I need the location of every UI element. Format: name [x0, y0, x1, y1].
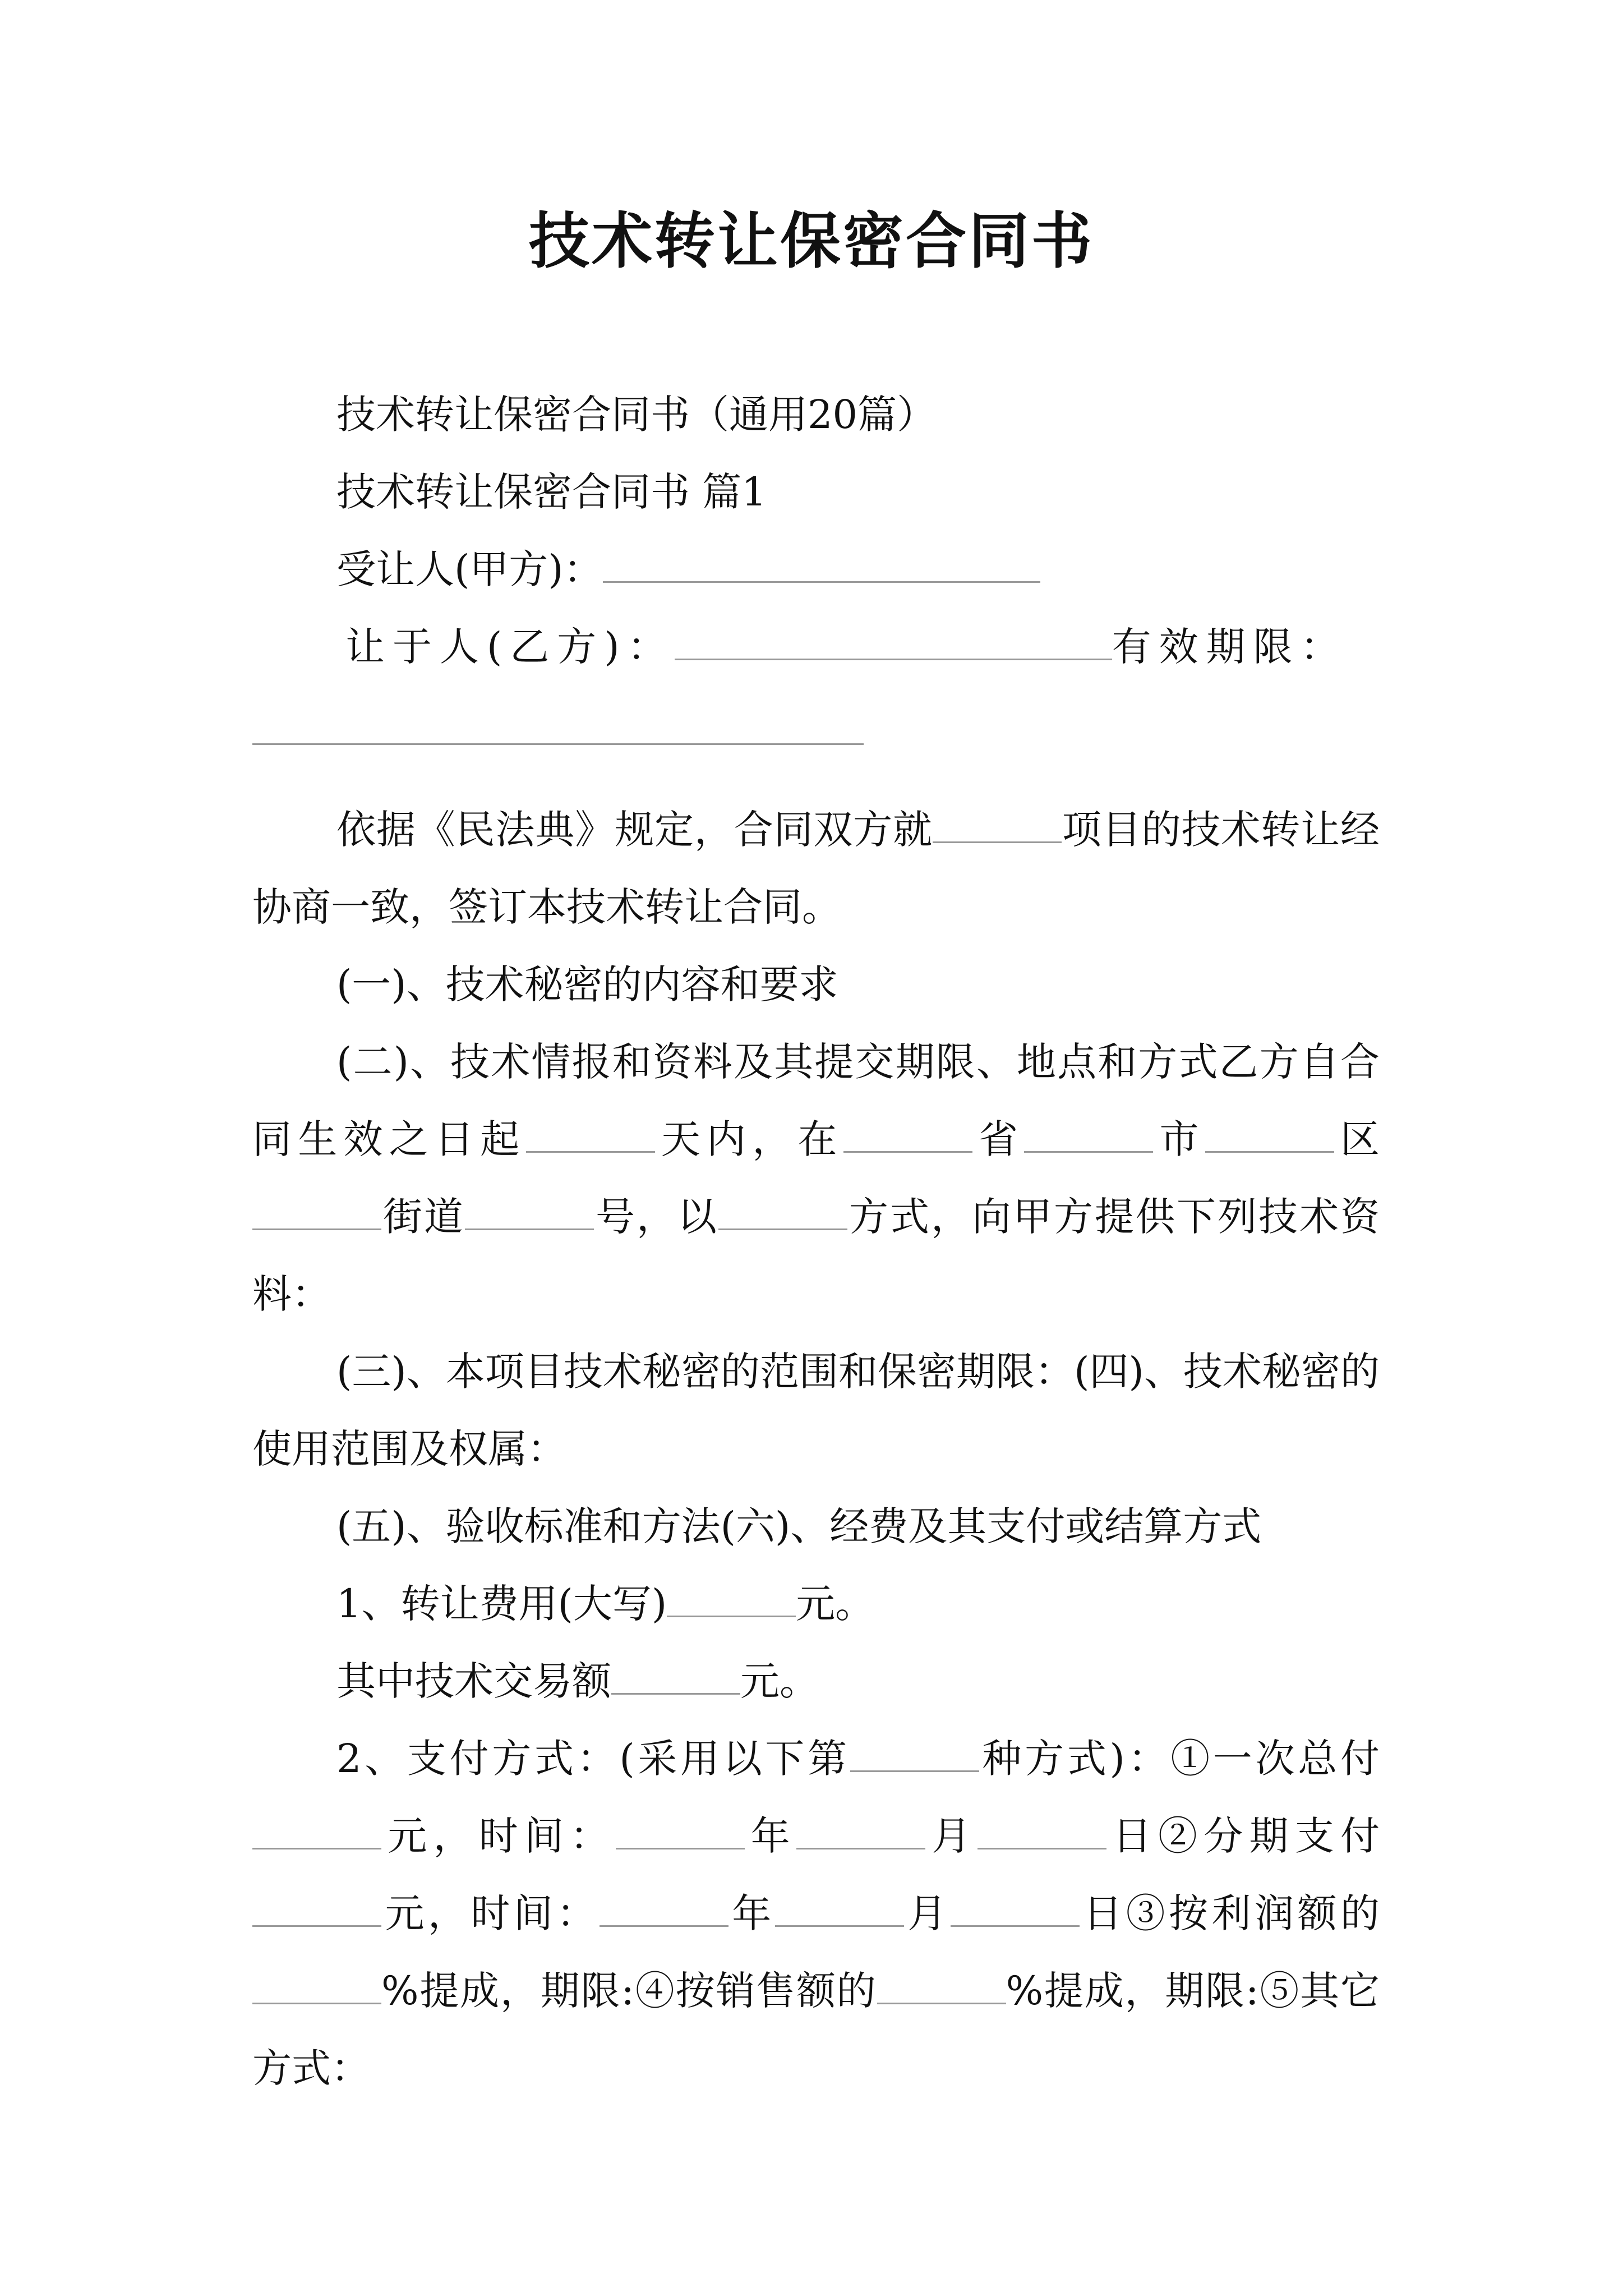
lump-sum-field[interactable]: [252, 1814, 381, 1849]
text-span: 种方式)：①一次总付: [979, 1736, 1380, 1782]
party-a-field[interactable]: [603, 547, 1040, 583]
validity-label: 有效期限：: [1112, 624, 1348, 670]
text-span: 元。: [740, 1658, 819, 1704]
text-span: 日②分期支付: [1106, 1813, 1380, 1859]
text-span: 月: [925, 1813, 978, 1859]
month-field-1[interactable]: [796, 1814, 925, 1849]
fee-line-1: [252, 1565, 1380, 1642]
month-field-2[interactable]: [775, 1892, 904, 1927]
text-span: 市: [1153, 1116, 1205, 1162]
chapter-text: 技术转让保密合同书 篇1: [336, 469, 767, 515]
text-span: 省: [972, 1116, 1025, 1162]
text-span: 1、转让费用(大写): [336, 1581, 667, 1627]
paragraph-intro: [252, 791, 1380, 946]
text-span: 天内，在: [654, 1116, 843, 1162]
party-b-line: [252, 608, 1380, 685]
text-span: 区: [1334, 1116, 1380, 1162]
day-field-1[interactable]: [978, 1814, 1106, 1849]
text-span: (五)、验收标准和方法(六)、经费及其支付或结算方式: [336, 1503, 1262, 1549]
section-1: [252, 946, 1380, 1023]
party-b-field[interactable]: [675, 625, 1112, 660]
party-a-label: 受让人(甲方)：: [336, 546, 603, 592]
sales-percent-field[interactable]: [877, 1969, 1006, 2004]
payment-method: [252, 1720, 1380, 2107]
text-span: 元，时间：: [381, 1813, 616, 1859]
section-3-4: [252, 1333, 1380, 1488]
district-field-a[interactable]: [1205, 1117, 1334, 1153]
text-span: 其中技术交易额: [336, 1658, 611, 1704]
validity-field[interactable]: [252, 743, 864, 745]
chapter-heading: [252, 453, 1380, 531]
profit-percent-field[interactable]: [252, 1969, 381, 2004]
text-span: 方式，向甲方提供下列技术资料：: [252, 1194, 1380, 1317]
subtitle: [252, 376, 1380, 453]
trade-amount-field[interactable]: [611, 1659, 740, 1695]
section-5-6: [252, 1488, 1380, 1565]
method-field[interactable]: [718, 1195, 847, 1230]
text-span: (三)、本项目技术秘密的范围和保密期限：(四)、技术秘密的使用范围及权属：: [252, 1349, 1380, 1472]
transfer-fee-field[interactable]: [667, 1582, 796, 1617]
province-field[interactable]: [843, 1117, 972, 1153]
payment-option-field[interactable]: [850, 1737, 979, 1772]
document-header-block: [252, 376, 1380, 685]
city-field[interactable]: [1024, 1117, 1153, 1153]
party-b-label: 让于人(乙方)：: [345, 624, 675, 670]
document-body: [252, 763, 1380, 2107]
days-field[interactable]: [526, 1117, 655, 1153]
party-a-line: [252, 531, 1380, 608]
text-span: 街道: [381, 1194, 465, 1240]
text-span: 元。: [796, 1581, 875, 1627]
text-span: %提成，期限:④按销售额的: [381, 1968, 877, 2014]
installment-field[interactable]: [252, 1892, 381, 1927]
project-name-field[interactable]: [933, 808, 1062, 843]
subtitle-text: 技术转让保密合同书（通用20篇）: [336, 392, 937, 438]
text-span: (一)、技术秘密的内容和要求: [336, 961, 838, 1007]
text-span: 项目的技术转让经协商一致，签订本技术转让合同。: [252, 807, 1380, 930]
text-span: 2、支付方式：(采用以下第: [336, 1736, 850, 1782]
district-field-b[interactable]: [252, 1195, 381, 1230]
section-2: [252, 1023, 1380, 1333]
text-span: 月: [903, 1890, 951, 1936]
text-span: %提成，期限:⑤其它方式：: [252, 1968, 1380, 2091]
text-span: (二)、技术情报和资料及其提交期限、地点和方式乙方自合同生效之日起: [252, 1039, 1380, 1162]
text-span: 依据《民法典》规定，合同双方就: [336, 807, 933, 853]
text-span: 日③按利润额的: [1079, 1890, 1380, 1936]
year-field-2[interactable]: [600, 1892, 728, 1927]
text-span: 元，时间：: [381, 1890, 600, 1936]
fee-line-2: [252, 1642, 1380, 1720]
text-span: 年: [744, 1813, 796, 1859]
text-span: 号，以: [594, 1194, 718, 1240]
street-field[interactable]: [465, 1195, 594, 1230]
text-span: 年: [728, 1890, 775, 1936]
day-field-2[interactable]: [951, 1892, 1080, 1927]
year-field-1[interactable]: [616, 1814, 745, 1849]
document-title: 技术转让保密合同书: [528, 206, 1094, 277]
